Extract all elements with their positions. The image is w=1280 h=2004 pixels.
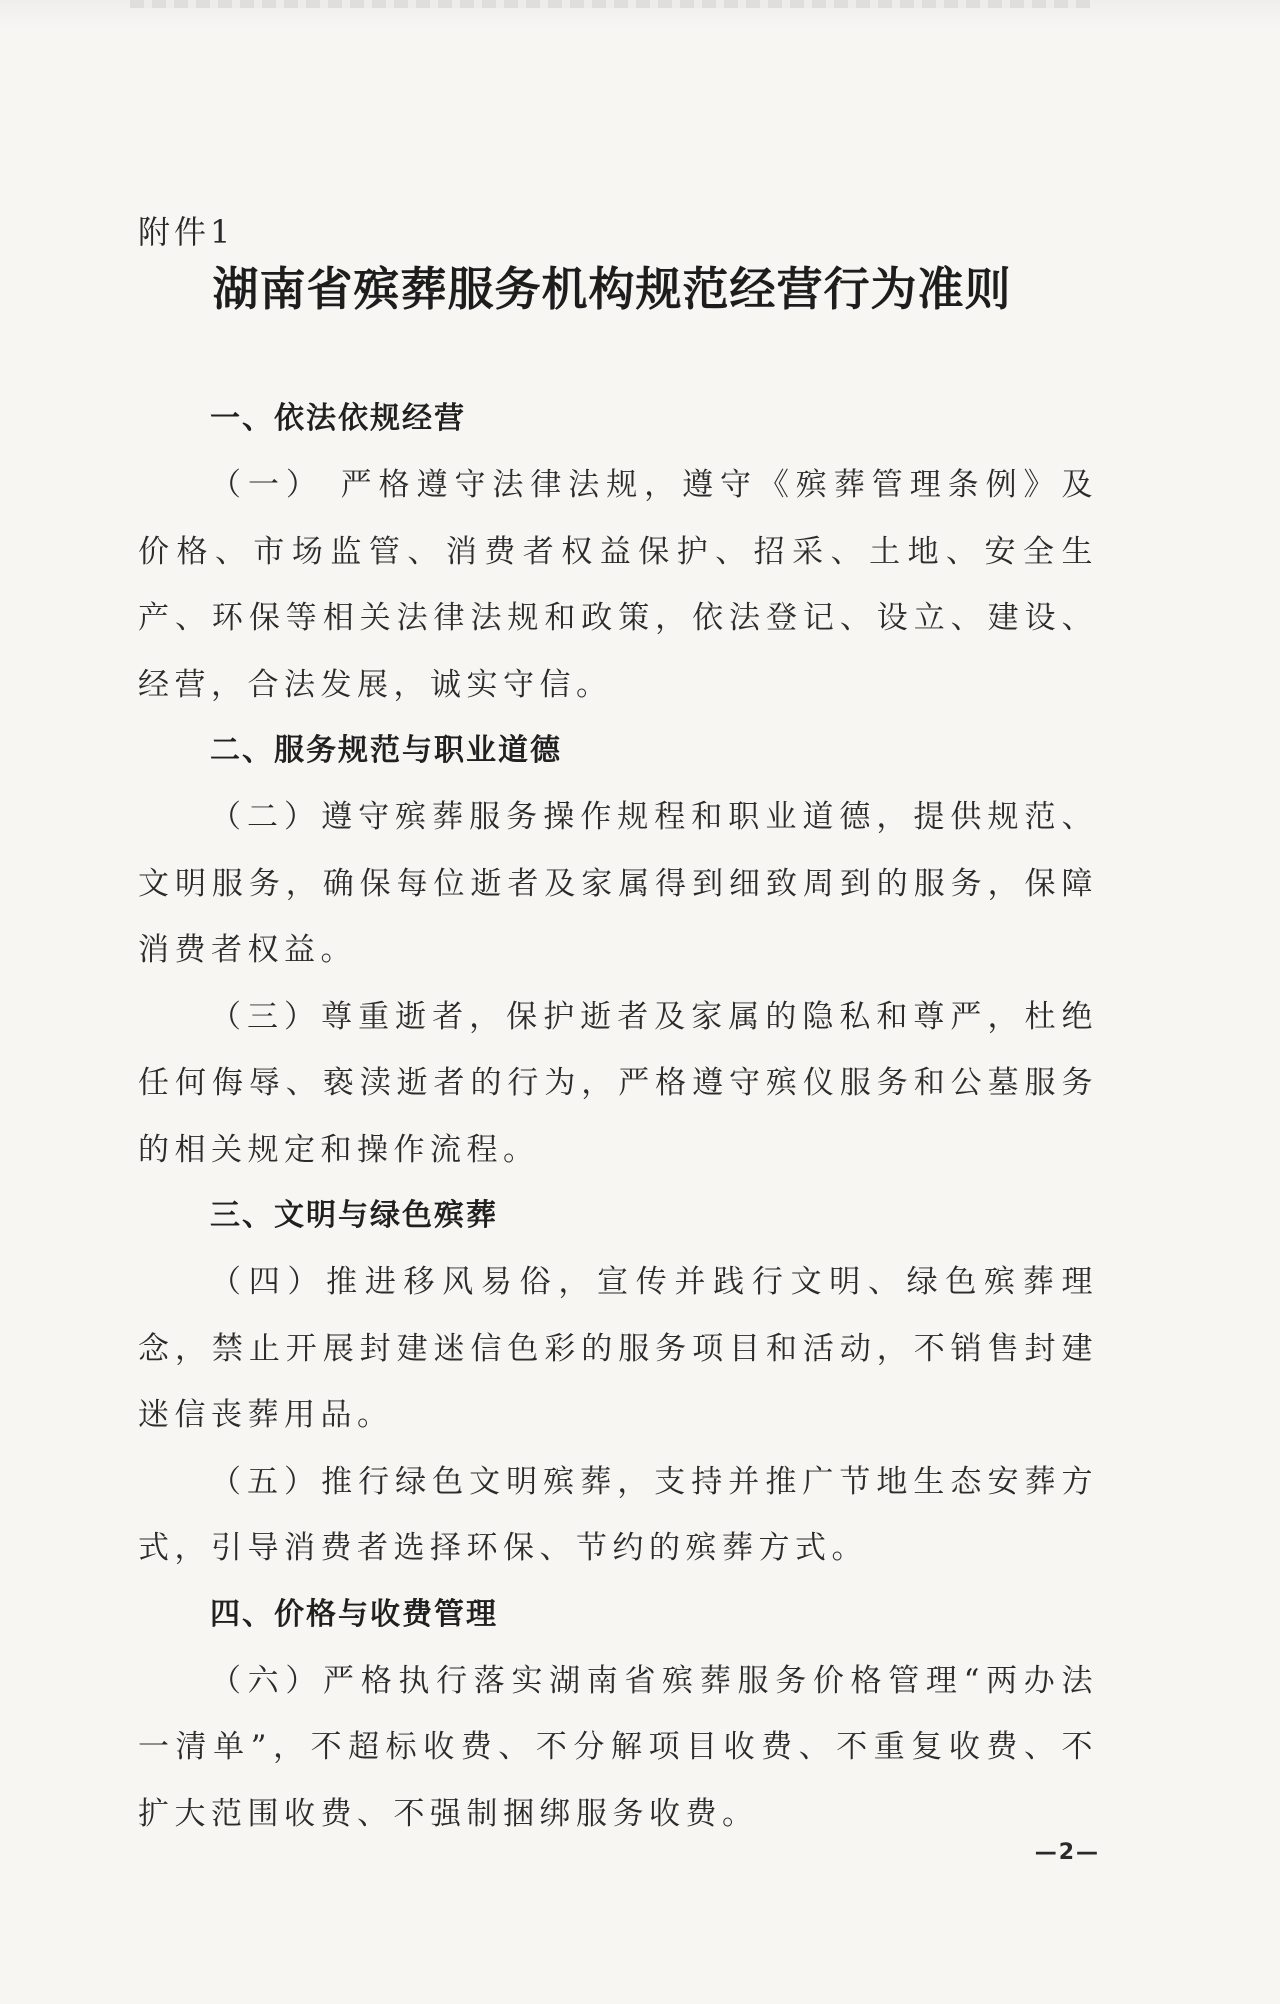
clause-3: （三）尊重逝者，保护逝者及家属的隐私和尊严，杜绝任何侮辱、亵渎逝者的行为，严格遵守殡仪服务和公墓服务的相关规定和操作流程。	[138, 998, 1098, 1168]
section-heading-2: 二、服务规范与职业道德	[210, 733, 562, 768]
clause-1: （一） 严格遵守法律法规，遵守《殡葬管理条例》及价格、市场监管、消费者权益保护、招采、土地、安全生产、环保等相关法律法规和政策，依法登记、设立、建设、经营，合法发展，诚实守信。	[138, 467, 1098, 703]
document-title: 湖南省殡葬服务机构规范经营行为准则	[212, 262, 1012, 316]
clause-5: （五）推行绿色文明殡葬，支持并推广节地生态安葬方式，引导消费者选择环保、节约的殡葬方式。	[138, 1463, 1098, 1566]
clause-6: （六）严格执行落实湖南省殡葬服务价格管理“两办法一清单”，不超标收费、不分解项目收费、不重复收费、不扩大范围收费、不强制捆绑服务收费。	[138, 1662, 1098, 1832]
attachment-label: 附件1	[138, 213, 235, 251]
page-number: —2—	[1034, 1840, 1100, 1865]
clause-2: （二）遵守殡葬服务操作规程和职业道德，提供规范、文明服务，确保每位逝者及家属得到细致周到的服务，保障消费者权益。	[138, 799, 1098, 968]
section-heading-4: 四、价格与收费管理	[210, 1596, 498, 1632]
section-heading-3: 三、文明与绿色殡葬	[210, 1198, 498, 1233]
document-body	[138, 386, 1098, 1847]
scan-top-edge	[130, 0, 1090, 8]
clause-4: （四）推进移风易俗，宣传并践行文明、绿色殡葬理念，禁止开展封建迷信色彩的服务项目和活动，不销售封建迷信丧葬用品。	[138, 1264, 1098, 1433]
section-heading-1: 一、依法依规经营	[210, 401, 466, 436]
